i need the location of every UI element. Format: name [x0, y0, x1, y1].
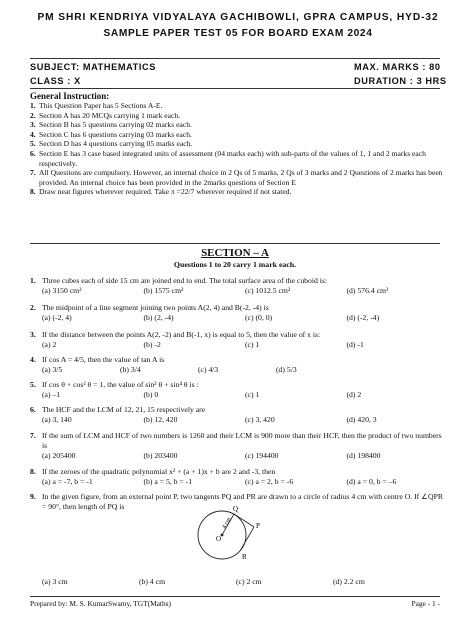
option-a: (a) 3150 cm² [42, 285, 82, 295]
option-d: (d) 198400 [346, 450, 381, 460]
question-5: 5. If cos θ + cos² θ = 1, the value of sin² θ + sin⁴ θ is : (a) –1 (b) 0 (c) 1 (d) 2 [30, 380, 448, 400]
question-text: If cos θ + cos² θ = 1, the value of sin² θ + sin⁴ θ is : [42, 380, 199, 389]
duration-label: DURATION : 3 HRS [354, 76, 447, 86]
instructions-title: General Instruction: [30, 91, 110, 101]
section-header [30, 247, 440, 269]
option-d: (d) 2 [346, 389, 362, 399]
option-b: (b) 4 cm [139, 577, 166, 586]
instruction-item: 3. Section B has 5 questions carrying 02 marks each. [30, 120, 192, 130]
option-d: (d) 5/3 [276, 364, 297, 374]
option-d: (d) 576.4 cm² [346, 285, 389, 295]
question-text: The HCF and the LCM of 12, 21, 15 respectively are [42, 405, 206, 414]
label-radius: 4 cm [221, 516, 233, 530]
question-text: The midpoint of a line segment joining two points A(2, 4) and B(-2, -4) is [42, 303, 269, 312]
instruction-item: 5. Section D has 4 questions carrying 05 marks each. [30, 139, 193, 149]
instructions-list [30, 101, 450, 197]
question-text: Three cubes each of side 15 cm are joined end to end. The total surface area of the cuboid is: [42, 276, 328, 285]
option-c: (c) 194400 [245, 450, 279, 460]
option-a: (a) 3/5 [42, 364, 63, 374]
label-q: Q [233, 505, 239, 513]
instruction-item: 8. Draw neat figures wherever required. Take π =22/7 wherever required if not stated. [30, 187, 292, 197]
label-p: P [256, 522, 260, 530]
option-b: (b) 0 [143, 389, 159, 399]
options [42, 313, 448, 323]
options [42, 286, 448, 296]
question-text: In the given figure, from an external point P, two tangents PQ and PR are drawn to a circle of radius 4 cm with centre O. If ∠QPR = 90°, then length of PQ is [42, 492, 443, 511]
options [42, 577, 448, 587]
question-3: 3. If the distance between the points A(2, -2) and B(-1, x) is equal to 5, then the value of x is: (a) 2 (b) -2 (c) 1 (d) -1 [30, 330, 448, 350]
option-c: (c) 3, 420 [245, 414, 275, 424]
options [42, 365, 448, 375]
question-9-options [30, 577, 448, 587]
option-b: (b) a = 5, b = -1 [143, 476, 193, 486]
option-a: (a) a = -7, b = -1 [42, 476, 93, 486]
instruction-item: 4. Section C has 6 questions carrying 03 marks each. [30, 129, 192, 139]
option-d: (d) -1 [346, 339, 364, 349]
exam-title: SAMPLE PAPER TEST 05 FOR BOARD EXAM 2024 [103, 28, 373, 39]
class-label: CLASS : X [30, 76, 81, 86]
question-text: If the distance between the points A(2, -2) and B(-1, x) is equal to 5, then the value of x is: [42, 330, 321, 339]
prepared-by: Prepared by: M. S. KumarSwamy, TGT(Maths) [30, 599, 172, 608]
option-c: (c) 1 [245, 389, 260, 399]
tangent-circle-figure [192, 497, 282, 577]
question-7: 7. If the sum of LCM and HCF of two numbers is 1260 and their LCM is 900 more than their HCF, then the product of two numbers is (a) 205400 (b) 203400 (c) 194400 (d) 198400 [30, 431, 448, 460]
instruction-item: 6. Section E has 3 case based integrated units of assessment (04 marks each) with sub-parts of the values of 1, 1 and 2 marks each respectively. [30, 148, 426, 168]
top-divider [30, 58, 440, 59]
question-1: 1. Three cubes each of side 15 cm are joined end to end. The total surface area of the cuboid is: (a) 3150 cm² (b) 1575 cm² (c) 1012.5 cm² (d) 576.4 cm² [30, 276, 448, 296]
option-b: (b) 203400 [143, 450, 178, 460]
meta-divider [30, 88, 440, 89]
footer-divider [30, 596, 440, 597]
option-a: (a) 3, 140 [42, 414, 72, 424]
tangent-pr [240, 527, 254, 551]
option-c: (c) 1 [245, 339, 260, 349]
max-marks-label: MAX. MARKS : 80 [354, 62, 441, 72]
label-o: O [216, 535, 222, 543]
question-text: If cos A = 4/5, then the value of tan A is [42, 355, 165, 364]
question-8: 8. If the zeroes of the quadratic polynomial x² + (a + 1)x + b are 2 and -3, then (a) a = -7, b = -1 (b) a = 5, b = -1 (c) a = 2, b = -6 (d) a = 0, b = –6 [30, 467, 448, 487]
option-c: (c) 1012.5 cm² [245, 285, 291, 295]
option-c: (c) (0, 0) [245, 312, 273, 322]
subject-label: SUBJECT: MATHEMATICS [30, 62, 156, 72]
option-d: (d) 2.2 cm [333, 577, 365, 586]
instruction-item: 1. This Question Paper has 5 Sections A-E. [30, 101, 163, 110]
question-6: 6. The HCF and the LCM of 12, 21, 15 respectively are (a) 3, 140 (b) 12, 420 (c) 3, 420 (d) 420, 3 [30, 405, 448, 425]
options [42, 477, 448, 487]
options [42, 415, 448, 425]
option-d: (d) 420, 3 [346, 414, 377, 424]
option-c: (c) 4/3 [198, 364, 219, 374]
page-number: Page - 1 - [411, 599, 440, 608]
instruction-item: 7. All Questions are compulsory. However, an internal choice in 2 Qs of 5 marks, 2 Qs of 3 marks and 2 Questions of 2 marks has been provided. An internal choice has been provided in the 2marks questions of Section E [30, 168, 443, 187]
option-b: (b) 12, 420 [143, 414, 178, 424]
question-2: 2. The midpoint of a line segment joining two points A(2, 4) and B(-2, -4) is (a) (-2, 4) (b) (2, -4) (c) (0, 0) (d) (-2, -4) [30, 303, 448, 323]
option-b: (b) 1575 cm² [143, 285, 184, 295]
instruction-item: 2. Section A has 20 MCQs carrying 1 mark each. [30, 110, 181, 120]
section-divider [30, 243, 440, 244]
option-b: (b) (2, -4) [143, 312, 174, 322]
option-a: (a) (-2, 4) [42, 312, 72, 322]
option-b: (b) -2 [143, 339, 161, 349]
options [42, 340, 448, 350]
question-text: If the zeroes of the quadratic polynomial x² + (a + 1)x + b are 2 and -3, then [42, 467, 276, 476]
option-c: (c) a = 2, b = -6 [245, 476, 294, 486]
options [42, 451, 448, 461]
section-title: SECTION – A [201, 247, 269, 259]
label-r: R [242, 553, 247, 561]
option-a: (a) 3 cm [42, 577, 68, 586]
option-d: (d) a = 0, b = –6 [346, 476, 397, 486]
question-text: If the sum of LCM and HCF of two numbers is 1260 and their LCM is 900 more than their HCF, then the product of two numbers is [42, 431, 442, 450]
option-b: (b) 3/4 [120, 364, 141, 374]
question-9: 9. In the given figure, from an external point P, two tangents PQ and PR are drawn to a circle of radius 4 cm with centre O. If ∠QPR = 90°, then length of PQ is [30, 492, 448, 512]
option-d: (d) (-2, -4) [346, 312, 380, 322]
option-c: (c) 2 cm [236, 577, 262, 586]
option-a: (a) 205400 [42, 450, 76, 460]
options [42, 390, 448, 400]
question-4: 4. If cos A = 4/5, then the value of tan A is (a) 3/5 (b) 3/4 (c) 4/3 (d) 5/3 [30, 355, 448, 375]
school-name: PM SHRI KENDRIYA VIDYALAYA GACHIBOWLI, GPRA CAMPUS, HYD-32 [37, 12, 439, 23]
option-a: (a) –1 [42, 389, 61, 399]
option-a: (a) 2 [42, 339, 57, 349]
section-subtitle: Questions 1 to 20 carry 1 mark each. [173, 260, 297, 269]
